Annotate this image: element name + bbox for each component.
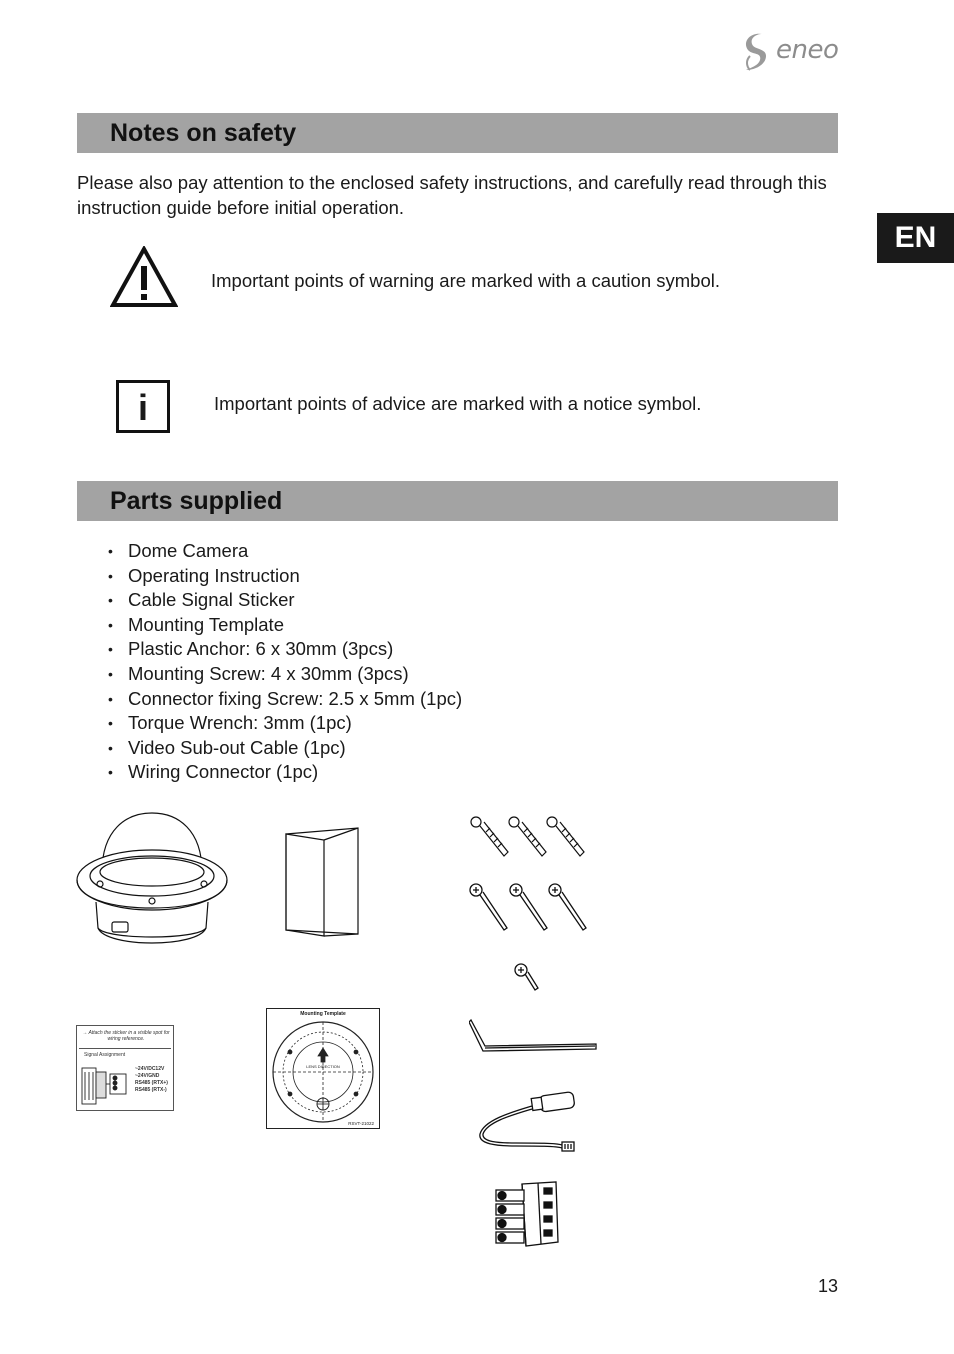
template-title: Mounting Template xyxy=(300,1011,346,1017)
sticker-heading: Signal Assignment xyxy=(84,1052,126,1058)
info-notice-icon xyxy=(116,380,170,433)
list-item: • Wiring Connector (1pc) xyxy=(108,760,462,785)
sticker-line: RS485 (RTX+) xyxy=(135,1080,168,1086)
list-item: • Operating Instruction xyxy=(108,564,462,589)
list-item: • Video Sub-out Cable (1pc) xyxy=(108,736,462,761)
page-number: 13 xyxy=(817,1276,838,1296)
sticker-note: → Attach the sticker in a visible spot for wiring reference. xyxy=(82,1030,170,1042)
caution-triangle-icon xyxy=(110,246,178,308)
safety-section-title: Notes on safety xyxy=(110,119,297,147)
plastic-anchors-illustration xyxy=(468,814,588,864)
language-tab: EN xyxy=(877,213,954,263)
sticker-line: ~24V/GND xyxy=(135,1073,160,1079)
sticker-line: ~24V/DC12V xyxy=(135,1066,165,1072)
list-item: • Dome Camera xyxy=(108,539,462,564)
warning-note-text: Important points of warning are marked with a caution symbol. xyxy=(211,270,720,291)
list-item: • Torque Wrench: 3mm (1pc) xyxy=(108,711,462,736)
dome-camera-illustration xyxy=(76,810,228,950)
list-item: • Cable Signal Sticker xyxy=(108,588,462,613)
brand-logo xyxy=(740,30,850,74)
parts-section-title: Parts supplied xyxy=(110,487,283,515)
template-lens-label: LENS DIRECTION xyxy=(306,1064,340,1069)
list-item: • Plastic Anchor: 6 x 30mm (3pcs) xyxy=(108,637,462,662)
notice-note-text: Important points of advice are marked with a notice symbol. xyxy=(214,393,702,414)
cable-signal-sticker-illustration xyxy=(76,1025,174,1111)
torque-wrench-illustration xyxy=(469,1018,599,1054)
sticker-signal-lines xyxy=(135,1066,168,1094)
template-circle-icon xyxy=(270,1018,376,1126)
mounting-screws-illustration xyxy=(468,882,590,934)
list-item: • Mounting Screw: 4 x 30mm (3pcs) xyxy=(108,662,462,687)
wiring-connector-illustration xyxy=(492,1180,562,1248)
template-code: RSVT-21022 xyxy=(348,1121,374,1126)
safety-section-header xyxy=(77,113,838,153)
parts-list xyxy=(108,539,462,785)
instruction-booklet-illustration xyxy=(284,826,362,938)
logo-wordmark: eneo xyxy=(776,35,839,65)
list-item: • Connector fixing Screw: 2.5 x 5mm (1pc) xyxy=(108,687,462,712)
safety-intro-text: Please also pay attention to the enclosed safety instructions, and carefully read through this instruction guide before initial operation. xyxy=(77,172,827,218)
sticker-connector-icon xyxy=(80,1064,132,1110)
parts-section-header xyxy=(77,481,838,521)
notice-symbol-letter: i xyxy=(137,387,148,428)
sticker-line: RS485 (RTX-) xyxy=(135,1087,167,1093)
connector-screw-illustration xyxy=(513,962,541,994)
mounting-template-illustration xyxy=(266,1008,380,1129)
video-cable-illustration xyxy=(476,1090,580,1156)
eneo-swirl-logo-icon xyxy=(740,30,774,72)
list-item: • Mounting Template xyxy=(108,613,462,638)
